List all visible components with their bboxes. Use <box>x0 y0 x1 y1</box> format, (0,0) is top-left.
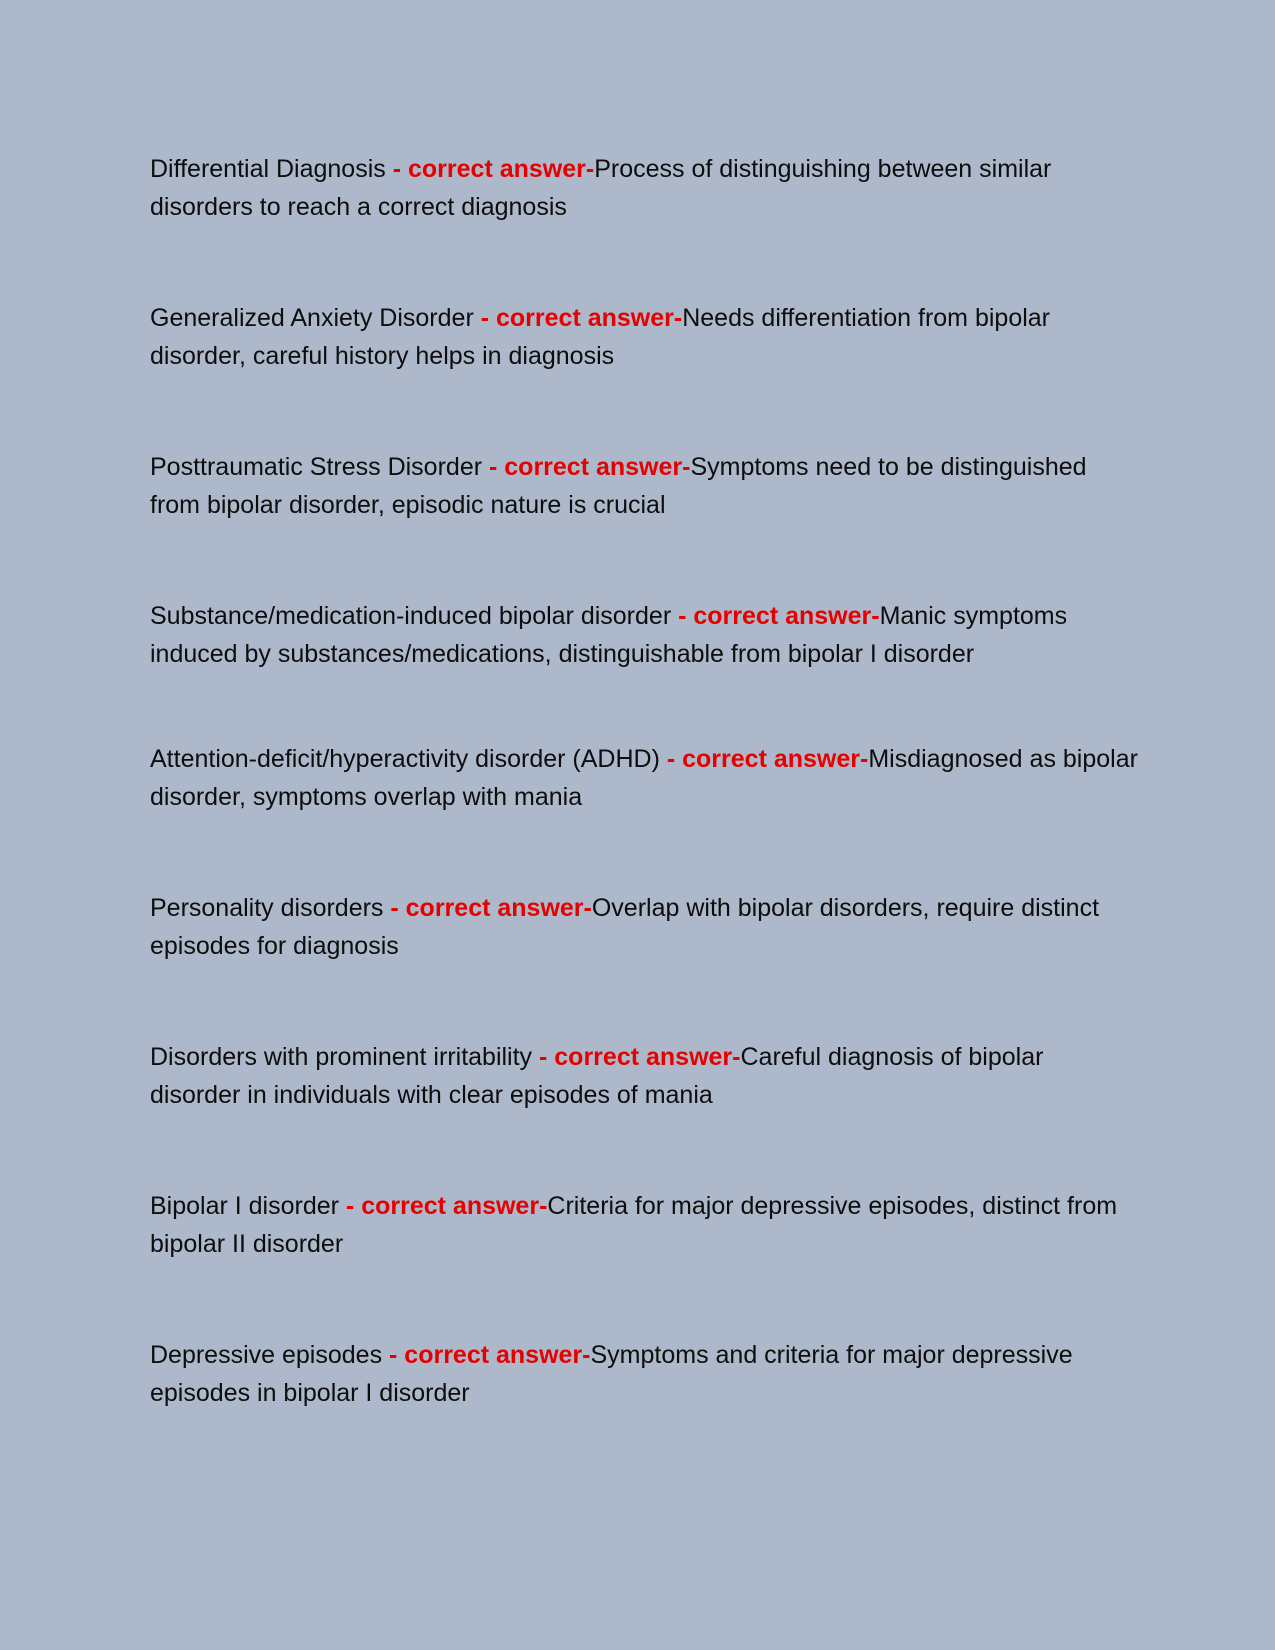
answer-separator: - correct answer- <box>473 304 683 332</box>
flashcard-entry <box>150 1187 1140 1263</box>
definition: Criteria for major depressive episodes, distinct from bipolar II disorder <box>150 1192 1118 1258</box>
answer-separator: - correct answer- <box>671 602 880 630</box>
definition: Careful diagnosis of bipolar disorder in individuals with clear episodes of mania <box>150 1043 1044 1109</box>
flashcard-entry <box>150 1336 1140 1412</box>
term: Bipolar I disorder <box>150 1192 339 1220</box>
flashcard-entry <box>150 1038 1140 1114</box>
term: Posttraumatic Stress Disorder <box>150 453 483 481</box>
flashcard-entry <box>150 299 1140 375</box>
answer-separator: - correct answer- <box>659 745 869 773</box>
definition: Process of distinguishing between similar disorders to reach a correct diagnosis <box>150 155 1052 221</box>
flashcard-entry <box>150 740 1140 816</box>
answer-separator: - correct answer- <box>482 453 691 481</box>
term: Attention-deficit/hyperactivity disorder (ADHD) <box>150 745 660 773</box>
term: Substance/medication-induced bipolar disorder <box>150 602 672 630</box>
answer-separator: - correct answer- <box>338 1192 548 1220</box>
definition: Overlap with bipolar disorders, require distinct episodes for diagnosis <box>150 894 1100 960</box>
flashcard-entry <box>150 448 1140 524</box>
flashcard-entry <box>150 597 1140 673</box>
term: Depressive episodes <box>150 1341 383 1369</box>
term: Personality disorders <box>150 894 384 922</box>
flashcard-entry <box>150 889 1140 965</box>
definition: Symptoms need to be distinguished from bipolar disorder, episodic nature is crucial <box>150 453 1087 519</box>
term: Generalized Anxiety Disorder <box>150 304 474 332</box>
flashcard-entry <box>150 150 1140 226</box>
answer-separator: - correct answer- <box>382 1341 591 1369</box>
term: Differential Diagnosis <box>150 155 386 183</box>
answer-separator: - correct answer- <box>385 155 595 183</box>
term: Disorders with prominent irritability <box>150 1043 533 1071</box>
definition: Misdiagnosed as bipolar disorder, symptoms overlap with mania <box>150 745 1138 811</box>
flashcard-page <box>150 150 1140 1485</box>
definition: Manic symptoms induced by substances/medications, distinguishable from bipolar I disorder <box>150 602 1068 668</box>
answer-separator: - correct answer- <box>532 1043 741 1071</box>
definition: Symptoms and criteria for major depressive episodes in bipolar I disorder <box>150 1341 1073 1407</box>
definition: Needs differentiation from bipolar disorder, careful history helps in diagnosis <box>150 304 1051 370</box>
answer-separator: - correct answer- <box>383 894 592 922</box>
